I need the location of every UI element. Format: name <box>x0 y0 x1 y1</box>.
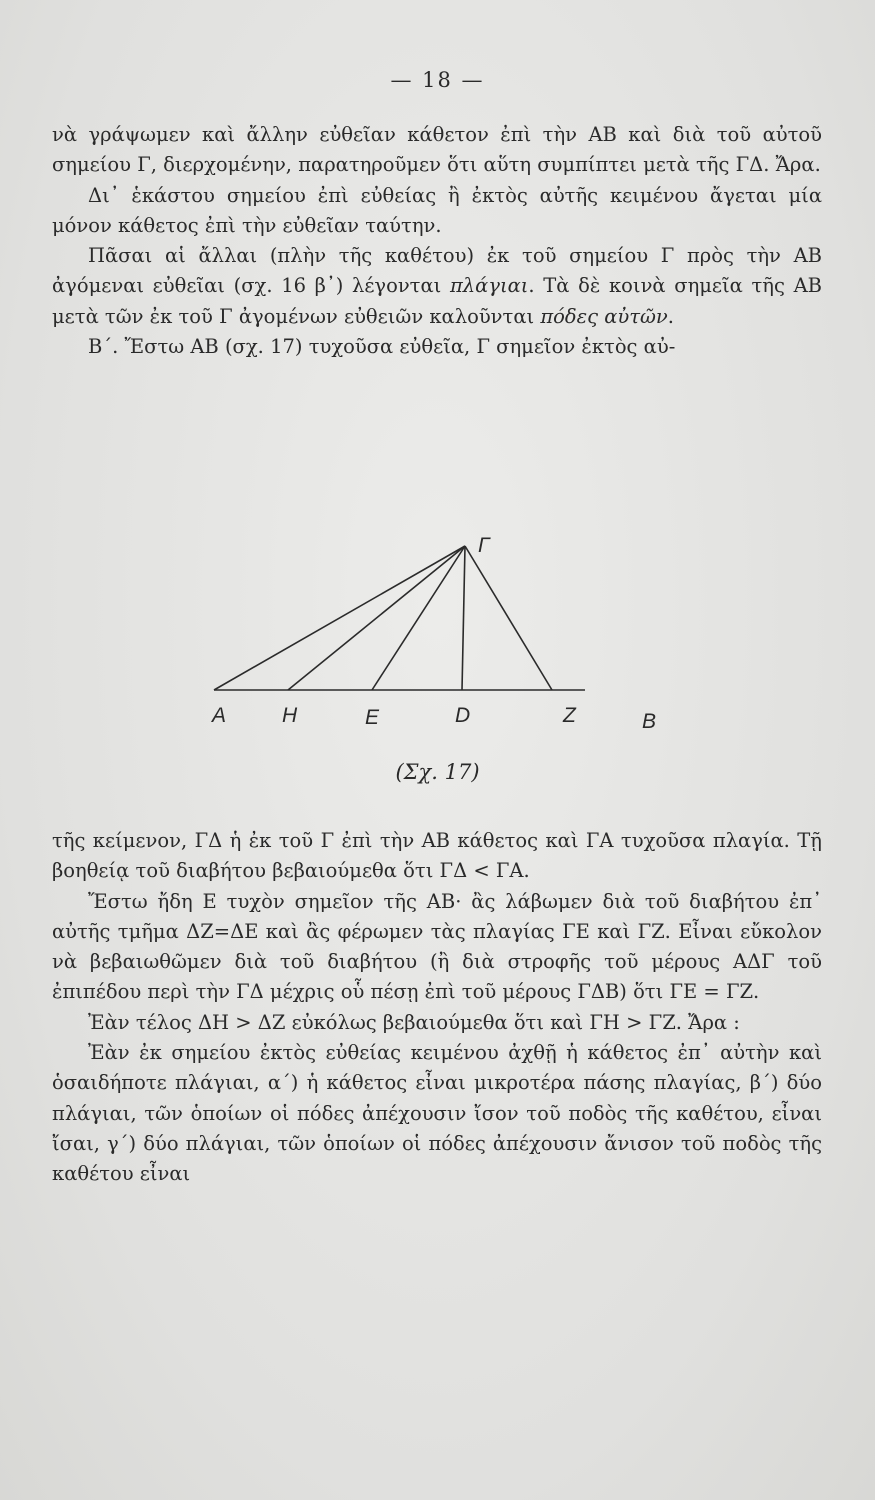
label-z: Z <box>563 704 576 727</box>
line-gh <box>288 546 465 690</box>
term-feet: πόδες αὐτῶν <box>540 304 668 328</box>
line-gd <box>462 546 465 690</box>
label-a: A <box>212 704 227 727</box>
paragraph: Ἐὰν τέλος ΔΗ > ΔΖ εὐκόλως βεβαιούμεθα ὅτι καὶ ΓΗ > ΓΖ. Ἄρα : <box>88 1010 740 1034</box>
page-number: — 18 — <box>390 68 485 92</box>
label-g: Γ <box>478 534 490 557</box>
paragraph: Ἔστω ἤδη Ε τυχὸν σημεῖον τῆς ΑΒ· ἂς λάβωμεν διὰ τοῦ διαβήτου ἐπ᾽ αὐτῆς τμῆμα ΔΖ=ΔΕ καὶ ἂς φέρωμεν τὰς πλαγίας ΓΕ καὶ ΓΖ. Εἶναι εὔκολον νὰ βεβαιωθῶμεν διὰ τοῦ διαβήτου (ἢ διὰ στροφῆς τοῦ μέρους ΑΔΓ τοῦ ἐπιπέδου περὶ τὴν ΓΔ μέχρις οὗ πέσῃ ἐπὶ τοῦ μέρους ΓΔΒ) ὅτι ΓΕ = ΓΖ. <box>52 889 822 1004</box>
label-e: E <box>365 706 380 729</box>
figure-svg <box>190 532 730 742</box>
geometry-figure <box>190 532 730 742</box>
term-oblique: πλάγιαι <box>449 274 529 298</box>
paragraph: τῆς κείμενον, ΓΔ ἡ ἐκ τοῦ Γ ἐπὶ τὴν ΑΒ κάθετος καὶ ΓΑ τυχοῦσα πλαγία. Τῇ βοηθείᾳ τοῦ διαβήτου βεβαιούμεθα ὅτι ΓΔ < ΓΑ. <box>52 829 822 883</box>
label-b: B <box>642 710 657 733</box>
label-h: H <box>282 704 298 727</box>
line-gz <box>465 546 552 690</box>
text-block-bottom <box>52 826 822 1190</box>
paragraph: Δι᾽ ἑκάστου σημείου ἐπὶ εὐθείας ἢ ἐκτὸς αὐτῆς κειμένου ἄγεται μία μόνον κάθετος ἐπὶ τὴν εὐθεῖαν ταύτην. <box>52 183 822 237</box>
paragraph: Β΄. Ἔστω ΑΒ (σχ. 17) τυχοῦσα εὐθεῖα, Γ σημεῖον ἐκτὸς αὐ- <box>88 335 676 359</box>
text-block-top <box>52 120 822 362</box>
text-run: . <box>667 304 674 328</box>
paragraph: νὰ γράψωμεν καὶ ἄλλην εὐθεῖαν κάθετον ἐπὶ τὴν ΑΒ καὶ διὰ τοῦ αὐτοῦ σημείου Γ, διερχομένην, παρατηροῦμεν ὅτι αὕτη συμπίπτει μετὰ τῆς ΓΔ. Ἄρα. <box>52 123 822 177</box>
line-ga <box>214 546 465 690</box>
text-run: . Τὰ δὲ κοινὰ σημεῖα τῆς ΑΒ μετὰ τῶν ἐκ τοῦ Γ ἀγομένων εὐθειῶν καλοῦνται <box>52 274 822 328</box>
paragraph: Ἐὰν ἐκ σημείου ἐκτὸς εὐθείας κειμένου ἀχθῇ ἡ κάθετος ἐπ᾽ αὐτὴν καὶ ὁσαιδήποτε πλάγιαι, α΄) ἡ κάθετος εἶναι μικροτέρα πάσης πλαγίας, β΄) δύο πλάγιαι, τῶν ὁποίων οἱ πόδες ἀπέχουσιν ἴσον τοῦ ποδὸς τῆς καθέτου, εἶναι ἴσαι, γ΄) δύο πλάγιαι, τῶν ὁποίων οἱ πόδες ἀπέχουσιν ἄνισον τοῦ ποδὸς τῆς καθέτου εἶναι <box>52 1041 822 1186</box>
text-run: Πᾶσαι αἱ ἄλλαι (πλὴν τῆς καθέτου) ἐκ τοῦ σημείου Γ πρὸς τὴν ΑΒ ἀγόμεναι εὐθεῖαι (σχ. 16 β᾽) λέγονται <box>52 244 822 298</box>
label-d: D <box>455 704 471 727</box>
paragraph <box>52 241 822 332</box>
line-ge <box>372 546 465 690</box>
figure-caption: (Σχ. 17) <box>395 760 480 784</box>
